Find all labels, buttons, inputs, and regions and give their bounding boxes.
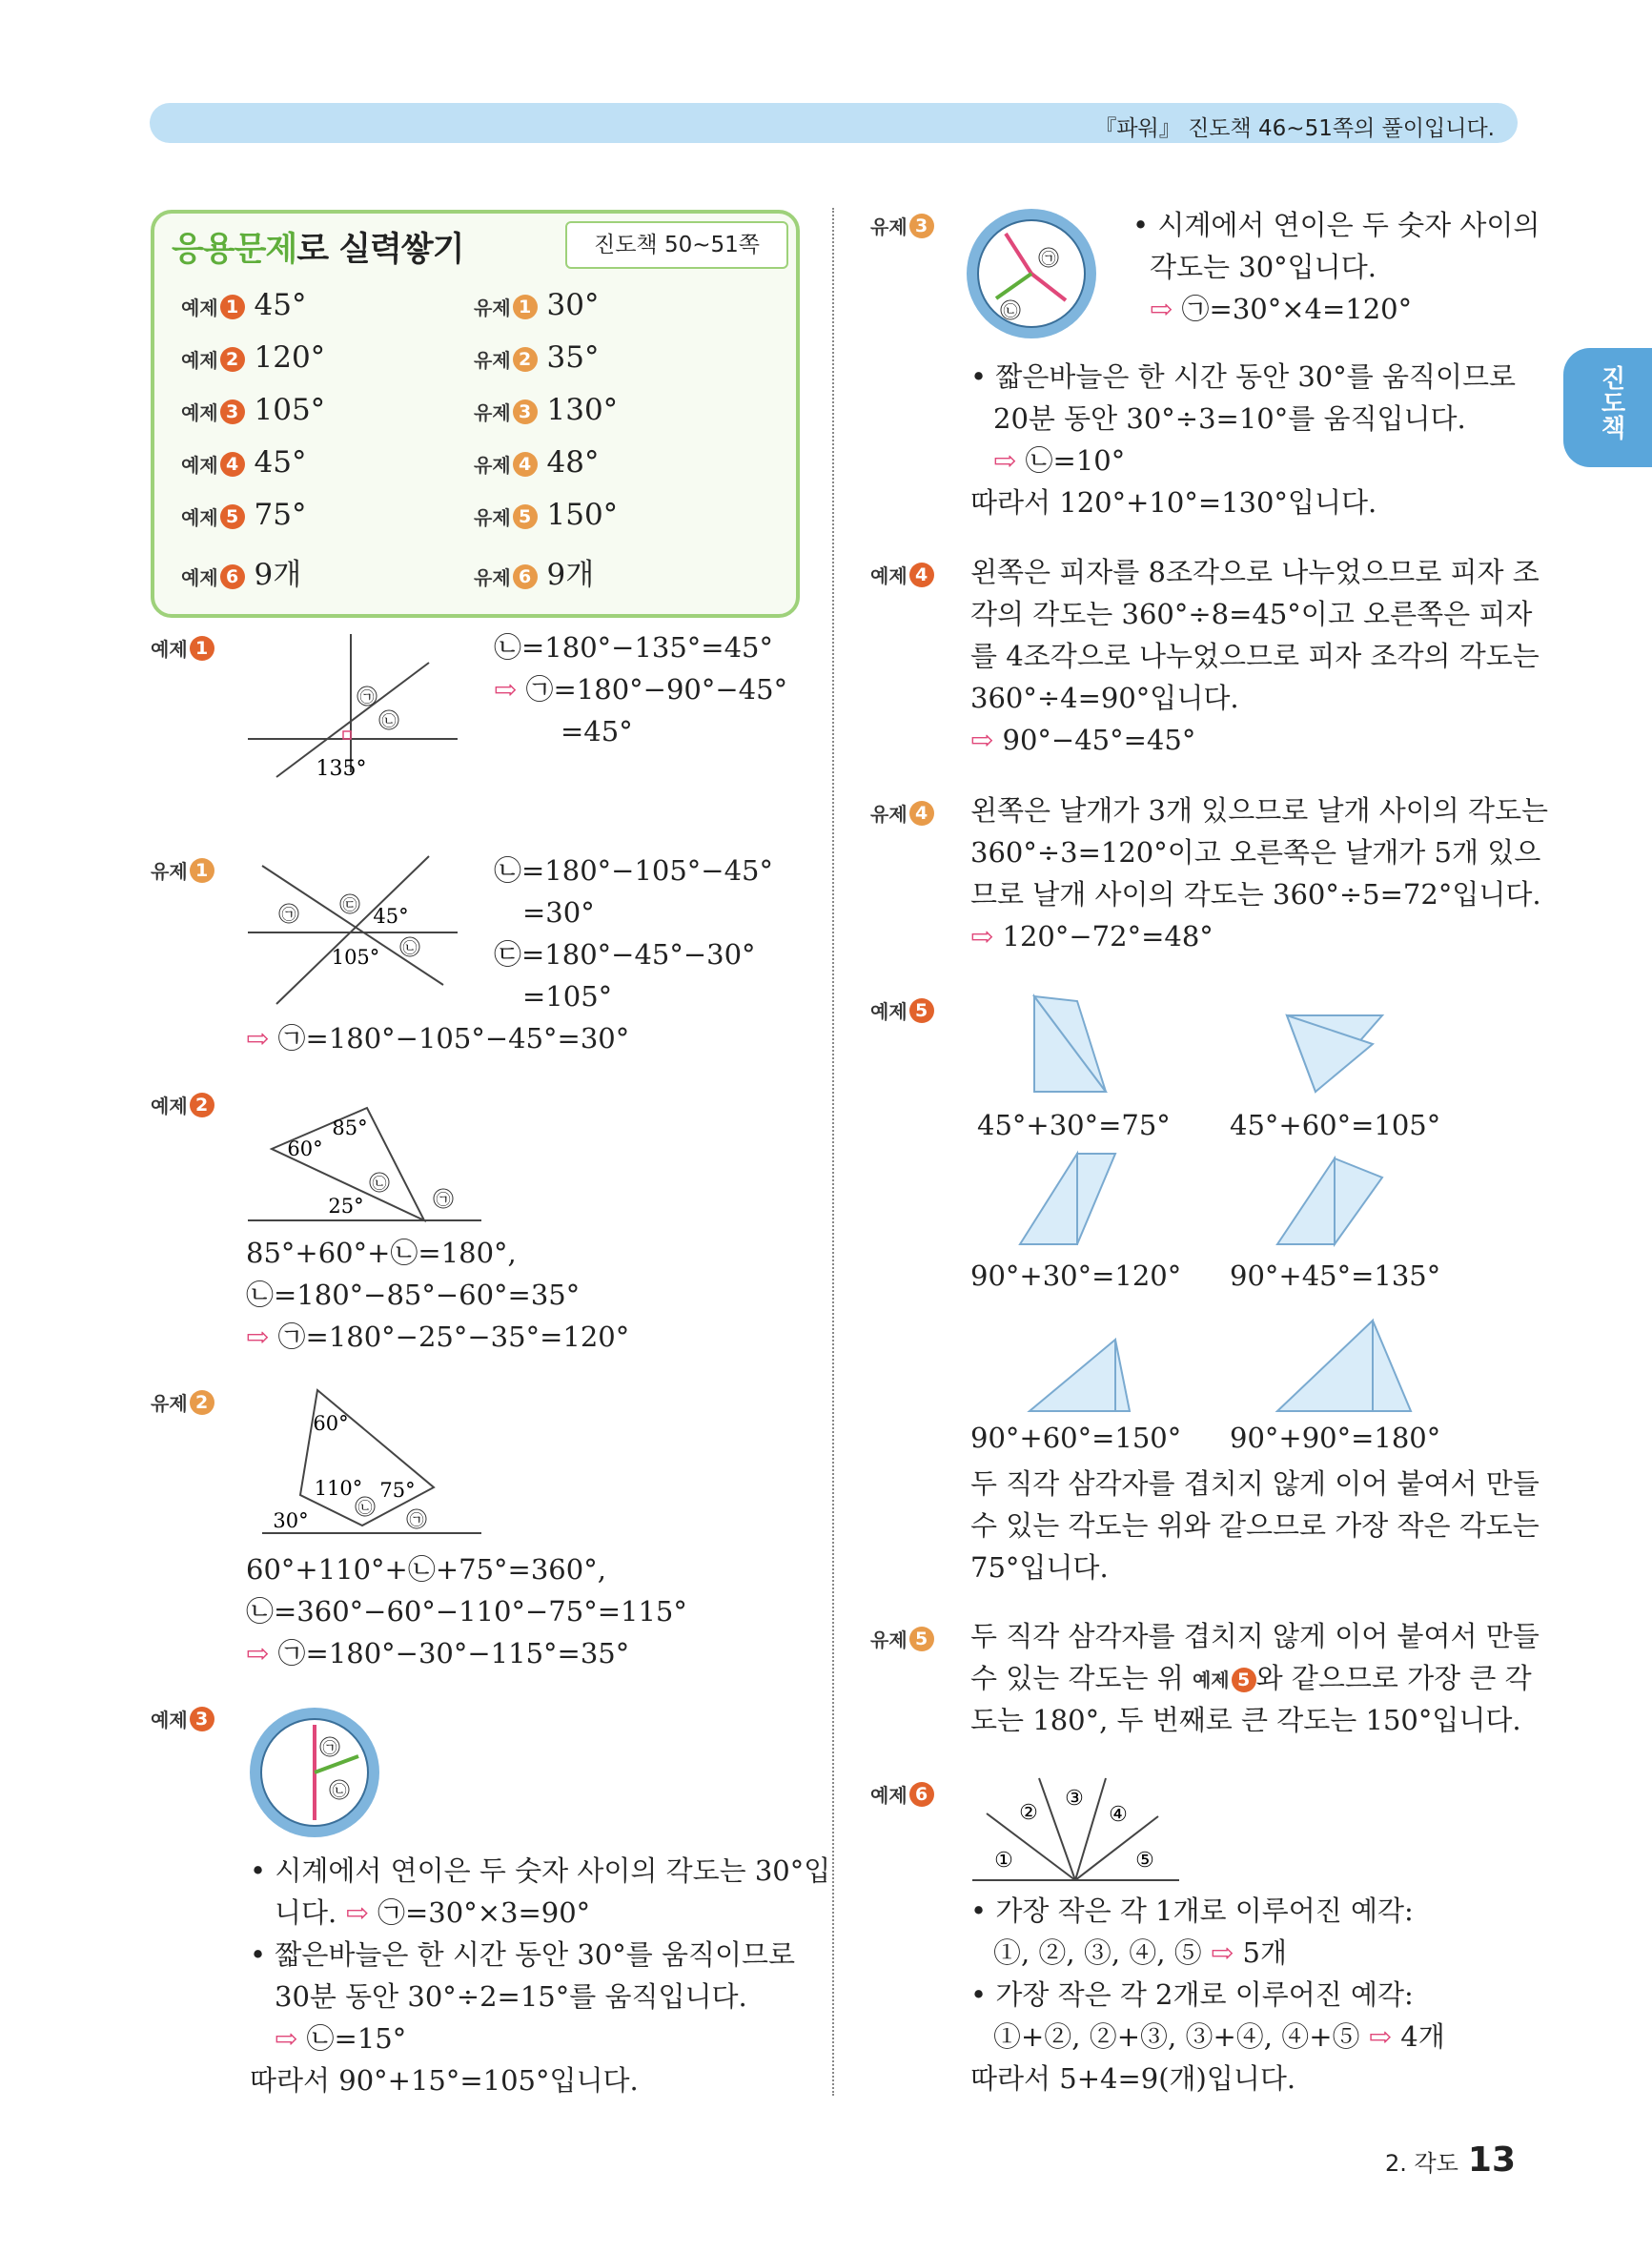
pr4-line2: 360°÷3=120°이고 오른쪽은 날개가 5개 있으 (970, 836, 1541, 869)
svg-text:㉡: ㉡ (402, 939, 418, 956)
svg-text:60°: 60° (313, 1412, 349, 1435)
svg-text:㉢: ㉢ (342, 896, 357, 913)
svg-text:⑤: ⑤ (1135, 1849, 1154, 1873)
svg-text:③: ③ (1065, 1787, 1084, 1811)
ex5-caption3: 90°+30°=120° (970, 1260, 1182, 1292)
summary-title: 응용문제로 실력쌓기 (172, 231, 464, 269)
summary-pr-item: 유제 3 130° (474, 393, 619, 427)
pr3-line1: • 시계에서 연이은 두 숫자 사이의 (1132, 209, 1540, 241)
ex6-line5: 따라서 5+4=9(개)입니다. (970, 2062, 1296, 2095)
svg-text:㉡: ㉡ (1003, 302, 1018, 319)
svg-text:②: ② (1019, 1801, 1038, 1825)
pr1-line3: ㉢=180°−45°−30° (494, 938, 756, 971)
summary-pr-item: 유제 4 48° (474, 445, 600, 480)
ex5-caption6: 90°+90°=180° (1230, 1422, 1441, 1454)
pr1-line2: =30° (522, 896, 595, 929)
svg-text:㉠: ㉠ (322, 1739, 337, 1756)
ex1-line2: ⇨ ㉠=180°−90°−45° (494, 673, 788, 706)
pr4-label: 유제 4 (870, 799, 934, 827)
summary-pr-item: 유제 6 9개 (474, 558, 595, 592)
ex3-line2: 니다. ⇨ ㉠=30°×3=90° (275, 1896, 591, 1929)
ex3-line3: • 짧은바늘은 한 시간 동안 30°를 움직이므로 (250, 1938, 796, 1971)
ex5-label: 예제 5 (870, 996, 934, 1024)
svg-text:㉠: ㉠ (281, 906, 296, 923)
svg-text:㉡: ㉡ (372, 1175, 387, 1192)
ex1-fig-b: ㉡ (381, 712, 397, 729)
page-number: 13 (1467, 2140, 1516, 2180)
pr3-line7: 따라서 120°+10°=130°입니다. (970, 486, 1377, 519)
ex5-caption2: 45°+60°=105° (1230, 1109, 1441, 1141)
ex2-figure (243, 1087, 491, 1230)
footer (1385, 2140, 1516, 2180)
summary-ex-item: 예제 1 45° (181, 288, 307, 322)
ex1-fig-a: ㉠ (359, 688, 375, 706)
ex4-line4: 360°÷4=90°입니다. (970, 682, 1239, 714)
header-text: 『파워』 진도책 46~51쪽의 풀이입니다. (1094, 116, 1495, 141)
ex3-line5: ⇨ ㉡=15° (275, 2022, 407, 2055)
ex1-figure (238, 629, 467, 791)
pr3-clock (963, 205, 1101, 343)
ex3-clock (246, 1704, 384, 1842)
svg-text:25°: 25° (328, 1195, 364, 1218)
svg-text:①: ① (994, 1849, 1013, 1873)
ex4-line5: ⇨ 90°−45°=45° (970, 724, 1196, 756)
ex1-line3: =45° (561, 715, 633, 748)
ex6-line1: • 가장 작은 각 1개로 이루어진 예각: (970, 1895, 1414, 1927)
pr3-line6: ⇨ ㉡=10° (993, 444, 1126, 477)
pr2-figure (243, 1383, 491, 1545)
pr1-line4: =105° (522, 980, 613, 1013)
summary-ref: 진도책 50~51쪽 (565, 221, 788, 269)
svg-text:85°: 85° (332, 1116, 368, 1139)
summary-ex-item: 예제 4 45° (181, 445, 307, 480)
summary-pr-item: 유제 5 150° (474, 498, 619, 532)
ex5-caption4: 90°+45°=135° (1230, 1260, 1441, 1292)
side-tab-label: 진도책 (1597, 365, 1625, 440)
pr4-line3: 므로 날개 사이의 각도는 360°÷5=72°입니다. (970, 878, 1541, 911)
pr1-line5: ⇨ ㉠=180°−105°−45°=30° (246, 1022, 630, 1055)
ex5-caption5: 90°+60°=150° (970, 1422, 1182, 1454)
ex5-caption1: 45°+30°=75° (977, 1109, 1171, 1141)
ex6-line3: • 가장 작은 각 2개로 이루어진 예각: (970, 1978, 1414, 2011)
pr5-label: 유제 5 (870, 1625, 934, 1652)
ex3-line1: • 시계에서 연이은 두 숫자 사이의 각도는 30°입 (250, 1854, 831, 1887)
ex4-label: 예제 4 (870, 561, 934, 588)
summary-ex-item: 예제 6 9개 (181, 558, 302, 592)
footer-chapter: 2. 각도 (1384, 2150, 1458, 2177)
pr2-line2: ㉡=360°−60°−110°−75°=115° (246, 1595, 687, 1628)
pr1-line1: ㉡=180°−105°−45° (494, 854, 774, 887)
svg-text:④: ④ (1109, 1803, 1128, 1827)
summary-ex-item: 예제 3 105° (181, 393, 326, 427)
pr2-line1: 60°+110°+㉡+75°=360°, (246, 1553, 606, 1586)
pr5-line1: 두 직각 삼각자를 겹치지 않게 이어 붙여서 만들 (970, 1620, 1540, 1652)
svg-text:75°: 75° (379, 1479, 416, 1502)
pr4-line1: 왼쪽은 날개가 3개 있으므로 날개 사이의 각도는 (970, 794, 1549, 827)
ex6-figure (968, 1773, 1187, 1888)
svg-text:㉠: ㉠ (1041, 250, 1056, 267)
pr3-line5: 20분 동안 30°÷3=10°를 움직입니다. (993, 402, 1466, 435)
svg-text:110°: 110° (314, 1477, 363, 1500)
ex5-triangles (963, 987, 1535, 1444)
svg-text:30°: 30° (273, 1509, 309, 1532)
svg-text:㉠: ㉠ (409, 1511, 424, 1528)
svg-text:㉡: ㉡ (332, 1782, 347, 1799)
ex4-line2: 각의 각도는 360°÷8=45°이고 오른쪽은 피자 (970, 598, 1533, 630)
ex1-line1: ㉡=180°−135°=45° (494, 631, 774, 664)
pr1-figure (243, 851, 472, 1014)
ex2-line1: 85°+60°+㉡=180°, (246, 1237, 517, 1269)
pr2-line3: ⇨ ㉠=180°−30°−115°=35° (246, 1637, 630, 1669)
answer-summary-box (151, 210, 800, 618)
ex6-line4: ①+②, ②+③, ③+④, ④+⑤ ⇨ 4개 (993, 2020, 1445, 2053)
ex4-line1: 왼쪽은 피자를 8조각으로 나누었으므로 피자 조 (970, 556, 1540, 588)
svg-text:60°: 60° (287, 1137, 323, 1160)
ex6-line2: ①, ②, ③, ④, ⑤ ⇨ 5개 (993, 1936, 1287, 1969)
pr5-line3: 도는 180°, 두 번째로 큰 각도는 150°입니다. (970, 1704, 1521, 1736)
pr4-line4: ⇨ 120°−72°=48° (970, 920, 1214, 952)
ex3-line6: 따라서 90°+15°=105°입니다. (250, 2064, 639, 2097)
ex4-line3: 를 4조각으로 나누었으므로 피자 조각의 각도는 (970, 640, 1540, 672)
summary-pr-item: 유제 2 35° (474, 340, 600, 375)
ex3-line4: 30분 동안 30°÷2=15°를 움직입니다. (275, 1980, 747, 2013)
pr3-line3: ⇨ ㉠=30°×4=120° (1150, 293, 1413, 325)
column-divider (832, 208, 834, 2096)
summary-pr-item: 유제 1 30° (474, 288, 600, 322)
ex6-label: 예제 6 (870, 1780, 934, 1808)
summary-ex-item: 예제 2 120° (181, 340, 326, 375)
ex2-label: 예제 2 (151, 1091, 214, 1118)
svg-text:㉠: ㉠ (436, 1191, 451, 1208)
ex1-fig-angle: 135° (316, 757, 367, 781)
ex1-label: 예제 1 (151, 634, 214, 662)
side-tab (1563, 348, 1652, 467)
pr2-label: 유제 2 (151, 1388, 214, 1416)
svg-text:45°: 45° (373, 905, 409, 928)
pr1-label: 유제 1 (151, 856, 214, 884)
header-bar (150, 103, 1518, 143)
pr3-line4: • 짧은바늘은 한 시간 동안 30°를 움직이므로 (970, 360, 1517, 393)
ex2-line2: ㉡=180°−85°−60°=35° (246, 1279, 581, 1311)
ex5-line1: 두 직각 삼각자를 겹치지 않게 이어 붙여서 만들 (970, 1467, 1540, 1500)
ex3-label: 예제 3 (151, 1705, 214, 1732)
ex2-line3: ⇨ ㉠=180°−25°−35°=120° (246, 1321, 630, 1353)
ex5-line3: 75°입니다. (970, 1551, 1109, 1584)
pr5-line2: 수 있는 각도는 위 예제 5 와 같으므로 가장 큰 각 (970, 1662, 1532, 1694)
svg-text:㉡: ㉡ (357, 1499, 373, 1516)
pr3-label: 유제 3 (870, 212, 934, 239)
summary-ex-item: 예제 5 75° (181, 498, 307, 532)
ex5-line2: 수 있는 각도는 위와 같으므로 가장 작은 각도는 (970, 1509, 1540, 1542)
svg-text:105°: 105° (331, 946, 380, 969)
pr3-line2: 각도는 30°입니다. (1150, 251, 1377, 283)
